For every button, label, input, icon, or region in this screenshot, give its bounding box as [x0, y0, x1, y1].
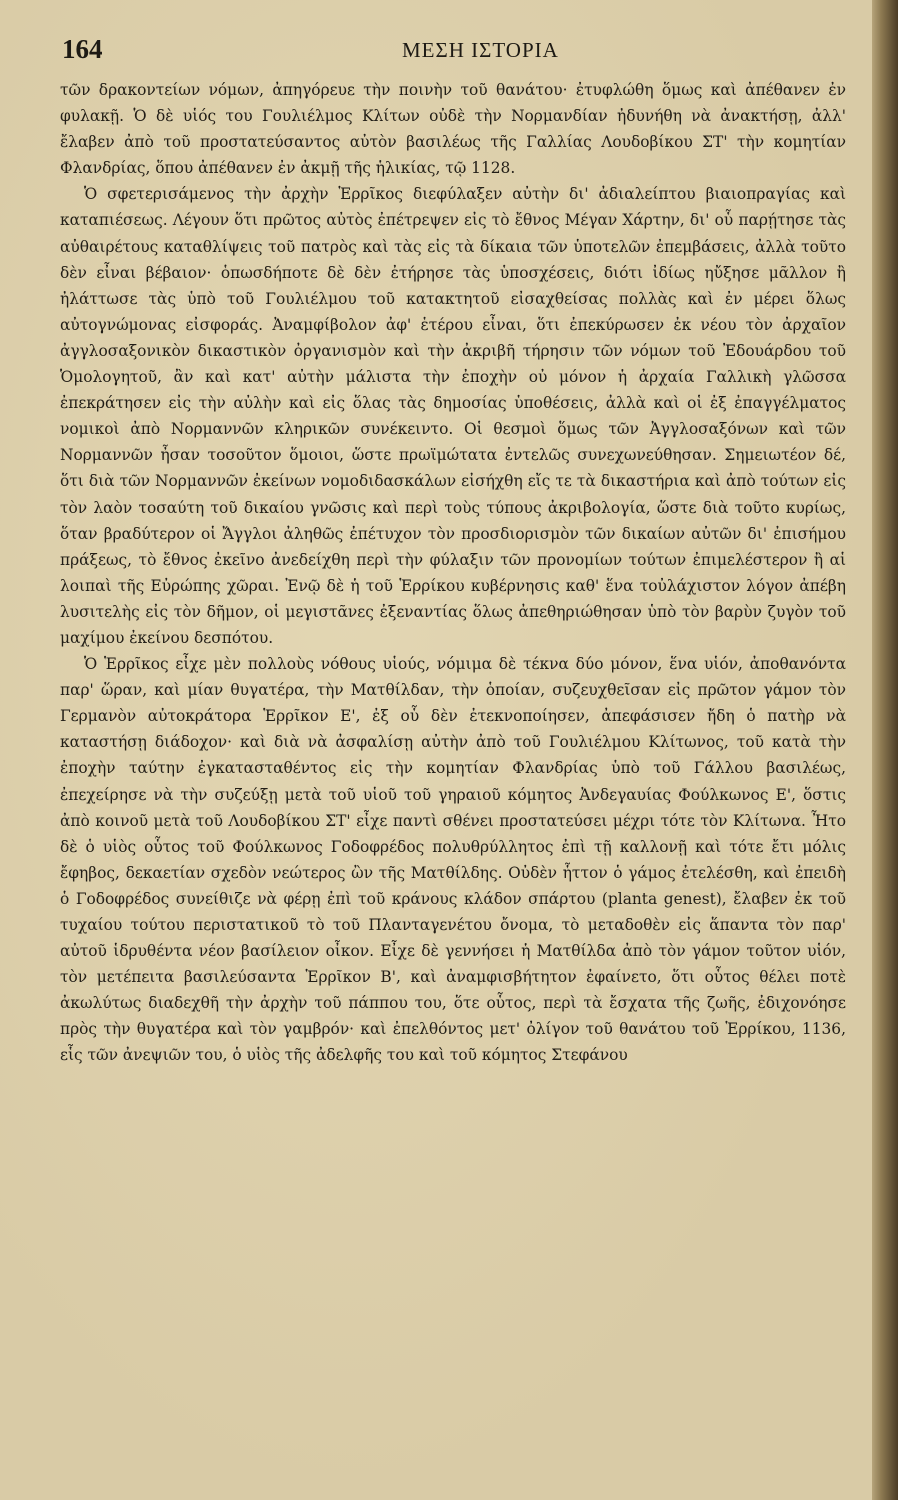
paragraph-3: Ὁ Ἑρρῖκος εἶχε μὲν πολλοὺς νόθους υἱούς, νόμιμα δὲ τέκνα δύο μόνον, ἕνα υἱόν, ἀποθανόντα παρ' ὥραν, καὶ μίαν θυγατέρα, τὴν Ματθίλδαν, τὴν ὁποίαν, συζευχθεῖσαν εἰς πρῶτον γάμον τὸν Γερμανὸν αὐτοκράτορα Ἑρρῖκον Ε', ἐξ οὗ δὲν ἐτεκνοποίησεν, ἀπεφάσισεν ἤδη ὁ πατὴρ νὰ καταστήσῃ διάδοχον· καὶ διὰ νὰ ἀσφαλίσῃ αὐτὴν ἀπὸ τοῦ Γουλιέλμου Κλίτωνος, τοῦ κατὰ τὴν ἐποχὴν ταύτην ἐγκατασταθέντος εἰς τὴν κομητίαν Φλανδρίας ὑπὸ τοῦ Γάλλου βασιλέως, ἐπεχείρησε νὰ τὴν συζεύξῃ μετὰ τοῦ υἱοῦ τοῦ γηραιοῦ κόμητος Ἀνδεγαυίας Φούλκωνος Ε', ὅστις ἀπὸ κοινοῦ μετὰ τοῦ Λουδοβίκου ΣΤ' εἶχε παντὶ σθένει προστατεύσει μέχρι τότε τὸν Κλίτωνα. Ἦτο δὲ ὁ υἱὸς οὗτος τοῦ Φούλκωνος Γοδοφρέδος πολυθρύλλητος ἐπὶ τῇ καλλονῇ καὶ τότε ἔτι μόλις ἔφηβος, δεκαετίαν σχεδὸν νεώτερος ὢν τῆς Ματθίλδης. Οὐδὲν ἧττον ὁ γάμος ἐτελέσθη, καὶ ἐπειδὴ ὁ Γοδοφρέδος συνείθιζε νὰ φέρῃ ἐπὶ τοῦ κράνους κλάδον σπάρτου (planta genest), ἔλαβεν ἐκ τοῦ τυχαίου τούτου περιστατικοῦ τὸ τοῦ Πλανταγενέτου ὄνομα, τὸ μεταδοθὲν εἰς ἅπαντα τὸν παρ' αὐτοῦ ἱδρυθέντα νέον βασίλειον οἶκον. Εἶχε δὲ γεννήσει ἡ Ματθίλδα ἀπὸ τὸν γάμον τοῦτον υἱόν, τὸν μετέπειτα βασιλεύσαντα Ἑρρῖκον Β', καὶ ἀναμφισβήτητον ἐφαίνετο, ὅτι οὗτος θέλει ποτὲ ἀκωλύτως διαδεχθῆ τὴν ἀρχὴν τοῦ πάππου του, ὅτε οὗτος, περὶ τὰ ἔσχατα τῆς ζωῆς, ἐδιχονόησε πρὸς τὴν θυγατέρα καὶ τὸν γαμβρόν· καὶ ἐπελθόντος μετ' ὀλίγον τοῦ θανάτου τοῦ Ἑρρίκου, 1136, εἷς τῶν ἀνεψιῶν του, ὁ υἱὸς τῆς ἀδελφῆς του καὶ τοῦ κόμητος Στεφάνου	[60, 655, 846, 1065]
page-header	[62, 34, 842, 74]
book-spine-edge	[872, 0, 898, 1500]
running-title: ΜΕΣΗ ΙΣΤΟΡΙΑ	[402, 38, 559, 62]
body-text	[60, 77, 846, 1069]
page-number: 164	[62, 34, 103, 64]
paragraph-1: τῶν δρακοντείων νόμων, ἀπηγόρευε τὴν ποινὴν τοῦ θανάτου· ἐτυφλώθη ὅμως καὶ ἀπέθανεν ἐν φυλακῇ. Ὁ δὲ υἱός του Γουλιέλμος Κλίτων οὐδὲ τὴν Νορμανδίαν ἠδυνήθη νὰ ἀνακτήσῃ, ἀλλ' ἔλαβεν ἀπὸ τοῦ προστατεύσαντος αὐτὸν βασιλέως τῆς Γαλλίας Λουδοβίκου ΣΤ' τὴν κομητίαν Φλανδρίας, ὅπου ἀπέθανεν ἐν ἀκμῇ τῆς ἡλικίας, τῷ 1128.	[60, 81, 846, 178]
paragraph-2: Ὁ σφετερισάμενος τὴν ἀρχὴν Ἑρρῖκος διεφύλαξεν αὐτὴν δι' ἀδιαλείπτου βιαιοπραγίας καὶ καταπιέσεως. Λέγουν ὅτι πρῶτος αὐτὸς ἐπέτρεψεν εἰς τὸ ἔθνος Μέγαν Χάρτην, δι' οὗ παρῄτησε τὰς αὐθαιρέτους καταθλίψεις τοῦ πατρὸς καὶ τὰς εἰς τὰ δίκαια τῶν ὑποτελῶν ἐπεμβάσεις, ἀλλὰ τοῦτο δὲν εἶναι βέβαιον· ὁπωσδήποτε δὲ δὲν ἐτήρησε τὰς ὑποσχέσεις, διότι ἰδίως ηὔξησε μᾶλλον ἢ ἠλάττωσε τὰς ὑπὸ τοῦ Γουλιέλμου τοῦ κατακτητοῦ εἰσαχθείσας πολλὰς καὶ ἐν μέρει ὅλως αὐτογνώμονας εἰσφοράς. Ἀναμφίβολον ἀφ' ἑτέρου εἶναι, ὅτι ἐπεκύρωσεν ἐκ νέου τὸν ἀρχαῖον ἀγγλοσαξονικὸν δικαστικὸν ὀργανισμὸν καὶ τὴν ἀκριβῆ τήρησιν τῶν νόμων τοῦ Ἐδουάρδου τοῦ Ὁμολογητοῦ, ἂν καὶ κατ' αὐτὴν μάλιστα τὴν ἐποχὴν οὐ μόνον ἡ ἀρχαία Γαλλικὴ γλῶσσα ἐπεκράτησεν εἰς τὴν αὐλὴν καὶ εἰς ὅλας τὰς δημοσίας ὑποθέσεις, ἀλλὰ καὶ οἱ ἐξ ἐπαγγέλματος νομικοὶ ἀπὸ Νορμαννῶν κληρικῶν συνέκειντο. Οἱ θεσμοὶ ὅμως τῶν Ἀγγλοσαξόνων καὶ τῶν Νορμαννῶν ἦσαν τοσοῦτον ὅμοιοι, ὥστε πρωϊμώτατα ἐντελῶς συνεχωνεύθησαν. Σημειωτέον δέ, ὅτι διὰ τῶν Νορμαννῶν ἐκείνων νομοδιδασκάλων εἰσήχθη εἴς τε τὰ δικαστήρια καὶ ἀπὸ τούτων εἰς τὸν λαὸν τοσαύτη τοῦ δικαίου γνῶσις καὶ περὶ τοὺς τύπους ἀκριβολογία, ὥστε διὰ τοῦτο κυρίως, ὅταν βραδύτερον οἱ Ἄγγλοι ἀληθῶς ἐπέτυχον τὸν προσδιορισμὸν τῶν δικαίων αὐτῶν δι' ἐπισήμου πράξεως, τὸ ἔθνος ἐκεῖνο ἀνεδείχθη περὶ τὴν φύλαξιν τῶν προνομίων τούτων ἐπιμελέστερον ἢ αἱ λοιπαὶ τῆς Εὐρώπης χῶραι. Ἐνῷ δὲ ἡ τοῦ Ἑρρίκου κυβέρνησις καθ' ἕνα τοὐλάχιστον λόγον ἀπέβη λυσιτελὴς εἰς τὸν δῆμον, οἱ μεγιστᾶνες ἐξεναντίας ὅλως ἀπεθηριώθησαν ὑπὸ τὸν βαρὺν ζυγὸν τοῦ μαχίμου ἐκείνου δεσπότου.	[60, 185, 846, 647]
